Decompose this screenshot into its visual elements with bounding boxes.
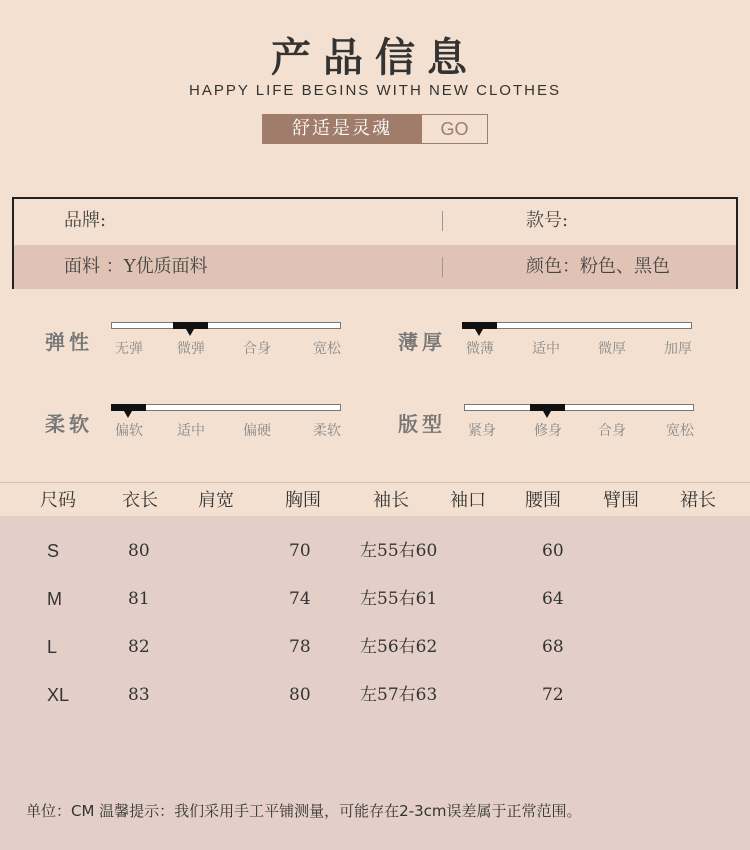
brand-label: 品牌: <box>64 210 107 231</box>
table-row <box>0 623 750 671</box>
size-cell: S <box>47 541 60 561</box>
chest-cell: 74 <box>289 589 311 609</box>
table-row <box>0 527 750 575</box>
thickness-option: 微厚 <box>598 341 626 357</box>
length-cell: 82 <box>128 637 150 657</box>
chest-cell: 80 <box>289 685 311 705</box>
fit-option: 合身 <box>598 423 626 439</box>
softness-label: 柔软 <box>45 412 93 436</box>
length-cell: 81 <box>128 589 150 609</box>
column-header: 肩宽 <box>198 490 234 511</box>
size-cell: L <box>47 637 58 657</box>
sleeve-cell: 左57右63 <box>360 685 438 705</box>
pointer-icon <box>475 329 483 336</box>
table-row <box>0 575 750 623</box>
sleeve-cell: 左55右60 <box>360 541 438 561</box>
style-no-label: 款号: <box>526 210 569 231</box>
elasticity-option: 合身 <box>243 341 271 357</box>
elasticity-label: 弹性 <box>45 330 93 354</box>
page-title: 产品信息 <box>271 35 479 81</box>
elasticity-marker <box>173 322 208 329</box>
go-button[interactable]: GO <box>422 114 488 144</box>
column-header: 衣长 <box>122 490 158 511</box>
elasticity-scale <box>111 322 341 329</box>
info-row-brand <box>14 199 736 243</box>
slogan-text: 舒适是灵魂 <box>262 114 422 144</box>
thickness-option: 适中 <box>532 341 560 357</box>
attr-thickness <box>398 322 708 382</box>
length-cell: 80 <box>128 541 150 561</box>
fit-option: 宽松 <box>666 423 694 439</box>
attr-softness <box>45 404 355 464</box>
column-header: 尺码 <box>40 490 76 511</box>
length-cell: 83 <box>128 685 150 705</box>
attr-elasticity <box>45 322 355 382</box>
attr-fit <box>398 404 708 464</box>
pointer-icon <box>124 411 132 418</box>
column-header: 袖长 <box>373 490 409 511</box>
column-header: 胸围 <box>285 490 321 511</box>
elasticity-option: 宽松 <box>313 341 341 357</box>
pointer-icon <box>543 411 551 418</box>
fabric-value: 面料 ：Y优质面料 <box>64 256 208 277</box>
color-value: 颜色：粉色、黑色 <box>526 256 670 277</box>
thickness-option: 加厚 <box>664 341 692 357</box>
size-cell: XL <box>47 685 70 705</box>
size-table-header <box>0 482 750 516</box>
softness-option: 偏硬 <box>243 423 271 439</box>
thickness-marker <box>462 322 497 329</box>
sleeve-cell: 左55右61 <box>360 589 438 609</box>
slogan-banner <box>262 114 488 144</box>
thickness-label: 薄厚 <box>398 330 446 354</box>
column-header: 袖口 <box>450 490 486 511</box>
column-header: 裙长 <box>680 490 716 511</box>
column-header: 腰围 <box>525 490 561 511</box>
info-divider <box>442 257 443 277</box>
thickness-scale <box>462 322 692 329</box>
fit-option: 修身 <box>534 423 562 439</box>
chest-cell: 70 <box>289 541 311 561</box>
pointer-icon <box>186 329 194 336</box>
column-header: 臂围 <box>603 490 639 511</box>
info-divider <box>442 211 443 231</box>
info-row-fabric <box>14 245 736 289</box>
waist-cell: 68 <box>542 637 564 657</box>
product-info-box <box>12 197 738 289</box>
waist-cell: 60 <box>542 541 564 561</box>
fit-label: 版型 <box>398 412 446 436</box>
page-subtitle: HAPPY LIFE BEGINS WITH NEW CLOTHES <box>189 82 561 99</box>
softness-scale <box>111 404 341 411</box>
measurement-note: 单位：CM 温馨提示：我们采用手工平铺测量，可能存在2-3cm误差属于正常范围。 <box>26 802 582 820</box>
fit-marker <box>530 404 565 411</box>
size-cell: M <box>47 589 62 609</box>
table-row <box>0 671 750 719</box>
elasticity-option: 微弹 <box>177 341 205 357</box>
softness-marker <box>111 404 146 411</box>
softness-option: 偏软 <box>115 423 143 439</box>
softness-option: 适中 <box>177 423 205 439</box>
softness-option: 柔软 <box>313 423 341 439</box>
elasticity-option: 无弹 <box>115 341 143 357</box>
waist-cell: 72 <box>542 685 564 705</box>
fit-scale <box>464 404 694 411</box>
thickness-option: 微薄 <box>466 341 494 357</box>
waist-cell: 64 <box>542 589 564 609</box>
chest-cell: 78 <box>289 637 311 657</box>
fit-option: 紧身 <box>468 423 496 439</box>
size-table <box>0 482 750 850</box>
sleeve-cell: 左56右62 <box>360 637 438 657</box>
